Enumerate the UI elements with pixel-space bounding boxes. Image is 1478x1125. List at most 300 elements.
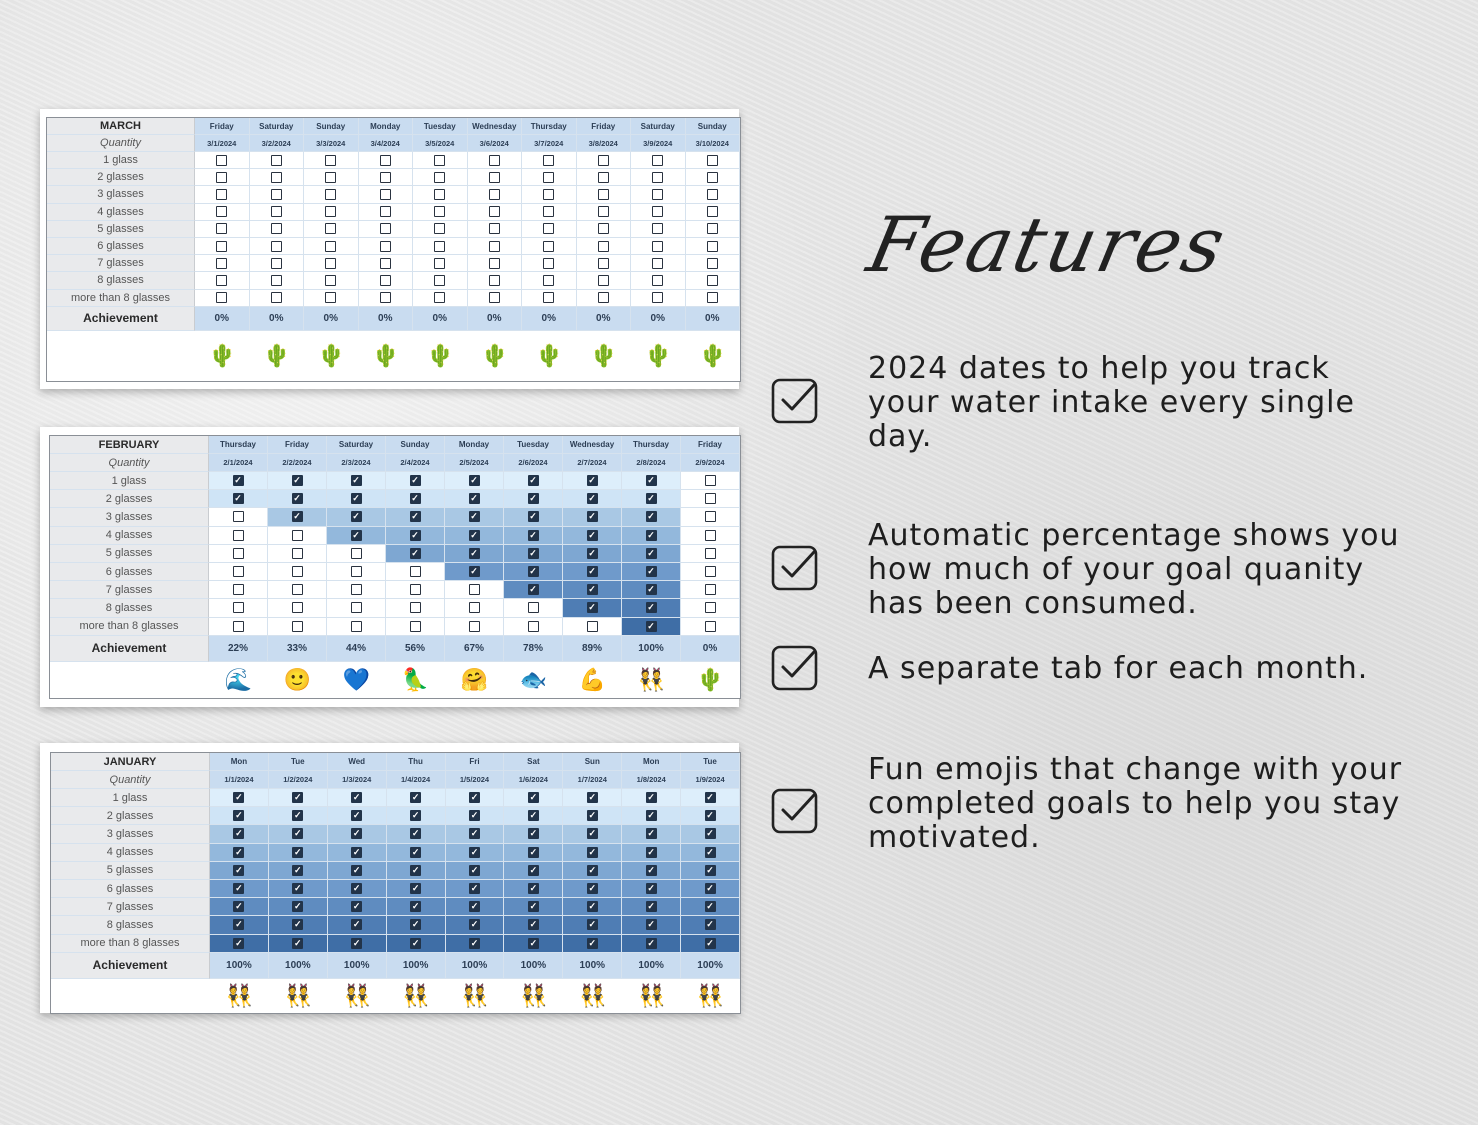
glass-checkbox[interactable] <box>233 475 244 486</box>
glass-checkbox[interactable] <box>351 901 362 912</box>
glass-checkbox[interactable] <box>351 602 362 613</box>
glass-checkbox[interactable] <box>469 865 480 876</box>
glass-checkbox[interactable] <box>705 548 716 559</box>
glass-checkbox[interactable] <box>705 566 716 577</box>
glass-checkbox[interactable] <box>233 919 244 930</box>
glass-checkbox[interactable] <box>434 258 445 269</box>
glass-checkbox[interactable] <box>707 189 718 200</box>
glass-checkbox[interactable] <box>489 172 500 183</box>
emoji-cell <box>209 662 268 698</box>
glass-checkbox[interactable] <box>646 475 657 486</box>
glass-checkbox[interactable] <box>233 493 244 504</box>
glass-checkbox[interactable] <box>292 919 303 930</box>
glass-cell <box>468 186 523 203</box>
glass-checkbox[interactable] <box>598 292 609 303</box>
glass-checkbox[interactable] <box>705 530 716 541</box>
glass-checkbox[interactable] <box>271 155 282 166</box>
glass-checkbox[interactable] <box>528 493 539 504</box>
glass-checkbox[interactable] <box>434 275 445 286</box>
glass-checkbox[interactable] <box>233 511 244 522</box>
glass-checkbox[interactable] <box>351 548 362 559</box>
glass-checkbox[interactable] <box>292 566 303 577</box>
glass-checkbox[interactable] <box>652 275 663 286</box>
glass-checkbox[interactable] <box>434 172 445 183</box>
glass-checkbox[interactable] <box>707 155 718 166</box>
glass-checkbox[interactable] <box>325 292 336 303</box>
glass-checkbox[interactable] <box>543 172 554 183</box>
glass-checkbox[interactable] <box>216 258 227 269</box>
glass-checkbox[interactable] <box>380 292 391 303</box>
glass-checkbox[interactable] <box>271 292 282 303</box>
glass-checkbox[interactable] <box>489 241 500 252</box>
glass-checkbox[interactable] <box>543 292 554 303</box>
glass-cell <box>328 844 387 862</box>
glass-checkbox[interactable] <box>587 883 598 894</box>
glass-checkbox[interactable] <box>410 810 421 821</box>
glass-checkbox[interactable] <box>233 566 244 577</box>
glass-cell <box>445 581 504 599</box>
glass-cell <box>327 508 386 526</box>
glass-checkbox[interactable] <box>233 901 244 912</box>
month-label: JANUARY <box>51 753 210 771</box>
glass-checkbox[interactable] <box>707 241 718 252</box>
glass-row-label: 6 glasses <box>50 563 209 581</box>
glass-checkbox[interactable] <box>489 258 500 269</box>
glass-checkbox[interactable] <box>292 865 303 876</box>
glass-checkbox[interactable] <box>292 810 303 821</box>
glass-checkbox[interactable] <box>233 865 244 876</box>
glass-checkbox[interactable] <box>469 566 480 577</box>
glass-checkbox[interactable] <box>646 919 657 930</box>
glass-checkbox[interactable] <box>489 189 500 200</box>
day-header: Friday <box>577 118 632 135</box>
glass-checkbox[interactable] <box>646 584 657 595</box>
glass-cell <box>327 599 386 617</box>
glass-checkbox[interactable] <box>528 584 539 595</box>
glass-checkbox[interactable] <box>292 883 303 894</box>
glass-checkbox[interactable] <box>469 847 480 858</box>
motivation-emoji-icon: 👯 <box>637 982 666 1008</box>
glass-checkbox[interactable] <box>528 548 539 559</box>
emoji-cell <box>631 331 686 381</box>
glass-checkbox[interactable] <box>587 566 598 577</box>
glass-cell <box>681 807 740 825</box>
glass-cell <box>328 807 387 825</box>
glass-checkbox[interactable] <box>543 206 554 217</box>
glass-checkbox[interactable] <box>598 241 609 252</box>
glass-checkbox[interactable] <box>705 621 716 632</box>
glass-cell <box>522 221 577 238</box>
glass-checkbox[interactable] <box>410 792 421 803</box>
glass-checkbox[interactable] <box>598 155 609 166</box>
glass-checkbox[interactable] <box>646 548 657 559</box>
glass-checkbox[interactable] <box>707 275 718 286</box>
glass-checkbox[interactable] <box>410 828 421 839</box>
glass-checkbox[interactable] <box>707 223 718 234</box>
glass-checkbox[interactable] <box>292 511 303 522</box>
glass-checkbox[interactable] <box>380 275 391 286</box>
glass-checkbox[interactable] <box>233 938 244 949</box>
glass-checkbox[interactable] <box>528 475 539 486</box>
glass-checkbox[interactable] <box>598 275 609 286</box>
glass-checkbox[interactable] <box>351 566 362 577</box>
glass-row-label: 4 glasses <box>50 527 209 545</box>
day-header: Saturday <box>327 436 386 454</box>
glass-checkbox[interactable] <box>598 223 609 234</box>
glass-checkbox[interactable] <box>469 792 480 803</box>
glass-checkbox[interactable] <box>351 792 362 803</box>
glass-checkbox[interactable] <box>587 584 598 595</box>
glass-checkbox[interactable] <box>705 901 716 912</box>
glass-cell <box>195 169 250 186</box>
glass-checkbox[interactable] <box>351 511 362 522</box>
emoji-cell <box>563 979 622 1013</box>
glass-checkbox[interactable] <box>292 847 303 858</box>
glass-checkbox[interactable] <box>292 602 303 613</box>
glass-checkbox[interactable] <box>646 511 657 522</box>
glass-checkbox[interactable] <box>489 292 500 303</box>
glass-checkbox[interactable] <box>587 621 598 632</box>
glass-checkbox[interactable] <box>216 275 227 286</box>
glass-checkbox[interactable] <box>528 792 539 803</box>
glass-checkbox[interactable] <box>233 621 244 632</box>
glass-cell <box>413 238 468 255</box>
glass-checkbox[interactable] <box>325 206 336 217</box>
glass-checkbox[interactable] <box>652 223 663 234</box>
glass-checkbox[interactable] <box>410 530 421 541</box>
glass-checkbox[interactable] <box>351 810 362 821</box>
glass-checkbox[interactable] <box>410 475 421 486</box>
glass-checkbox[interactable] <box>325 241 336 252</box>
day-header: Mon <box>210 753 269 771</box>
motivation-emoji-icon: 🌵 <box>535 342 563 368</box>
glass-checkbox[interactable] <box>380 241 391 252</box>
glass-checkbox[interactable] <box>292 621 303 632</box>
glass-checkbox[interactable] <box>351 621 362 632</box>
glass-checkbox[interactable] <box>705 828 716 839</box>
glass-checkbox[interactable] <box>528 883 539 894</box>
glass-checkbox[interactable] <box>469 602 480 613</box>
glass-checkbox[interactable] <box>410 602 421 613</box>
glass-checkbox[interactable] <box>380 172 391 183</box>
glass-checkbox[interactable] <box>587 810 598 821</box>
glass-checkbox[interactable] <box>233 602 244 613</box>
glass-checkbox[interactable] <box>646 828 657 839</box>
glass-checkbox[interactable] <box>271 241 282 252</box>
glass-checkbox[interactable] <box>380 206 391 217</box>
glass-checkbox[interactable] <box>528 566 539 577</box>
glass-cell <box>686 255 741 272</box>
glass-checkbox[interactable] <box>587 530 598 541</box>
glass-checkbox[interactable] <box>646 938 657 949</box>
glass-checkbox[interactable] <box>469 475 480 486</box>
glass-checkbox[interactable] <box>469 828 480 839</box>
glass-checkbox[interactable] <box>292 938 303 949</box>
glass-checkbox[interactable] <box>233 883 244 894</box>
glass-checkbox[interactable] <box>587 548 598 559</box>
glass-checkbox[interactable] <box>351 919 362 930</box>
glass-checkbox[interactable] <box>587 475 598 486</box>
glass-checkbox[interactable] <box>528 901 539 912</box>
glass-checkbox[interactable] <box>271 258 282 269</box>
glass-checkbox[interactable] <box>271 172 282 183</box>
glass-row-label: 1 glass <box>50 472 209 490</box>
glass-cell <box>622 862 681 880</box>
glass-checkbox[interactable] <box>528 828 539 839</box>
glass-checkbox[interactable] <box>434 155 445 166</box>
glass-checkbox[interactable] <box>705 810 716 821</box>
glass-checkbox[interactable] <box>528 938 539 949</box>
glass-checkbox[interactable] <box>216 206 227 217</box>
glass-checkbox[interactable] <box>216 172 227 183</box>
glass-checkbox[interactable] <box>705 919 716 930</box>
glass-checkbox[interactable] <box>325 172 336 183</box>
glass-checkbox[interactable] <box>705 475 716 486</box>
glass-checkbox[interactable] <box>434 241 445 252</box>
glass-checkbox[interactable] <box>233 584 244 595</box>
glass-checkbox[interactable] <box>652 189 663 200</box>
glass-checkbox[interactable] <box>707 292 718 303</box>
glass-checkbox[interactable] <box>292 828 303 839</box>
glass-checkbox[interactable] <box>489 155 500 166</box>
glass-checkbox[interactable] <box>271 275 282 286</box>
glass-checkbox[interactable] <box>652 241 663 252</box>
glass-checkbox[interactable] <box>351 493 362 504</box>
glass-cell <box>413 221 468 238</box>
glass-checkbox[interactable] <box>325 155 336 166</box>
glass-checkbox[interactable] <box>380 258 391 269</box>
glass-checkbox[interactable] <box>543 189 554 200</box>
glass-checkbox[interactable] <box>469 493 480 504</box>
glass-checkbox[interactable] <box>351 938 362 949</box>
glass-checkbox[interactable] <box>646 847 657 858</box>
glass-cell <box>686 221 741 238</box>
glass-checkbox[interactable] <box>587 901 598 912</box>
glass-checkbox[interactable] <box>351 828 362 839</box>
glass-checkbox[interactable] <box>410 919 421 930</box>
glass-checkbox[interactable] <box>598 206 609 217</box>
glass-checkbox[interactable] <box>351 865 362 876</box>
glass-cell <box>250 169 305 186</box>
glass-checkbox[interactable] <box>233 847 244 858</box>
glass-checkbox[interactable] <box>528 602 539 613</box>
glass-checkbox[interactable] <box>587 938 598 949</box>
glass-checkbox[interactable] <box>233 810 244 821</box>
glass-checkbox[interactable] <box>434 189 445 200</box>
glass-checkbox[interactable] <box>598 258 609 269</box>
glass-checkbox[interactable] <box>292 475 303 486</box>
glass-checkbox[interactable] <box>469 901 480 912</box>
glass-checkbox[interactable] <box>292 792 303 803</box>
glass-cell <box>328 916 387 934</box>
day-header: Saturday <box>631 118 686 135</box>
emoji-cell <box>413 331 468 381</box>
glass-cell <box>268 563 327 581</box>
glass-checkbox[interactable] <box>646 810 657 821</box>
glass-checkbox[interactable] <box>469 511 480 522</box>
glass-checkbox[interactable] <box>705 865 716 876</box>
glass-cell <box>445 490 504 508</box>
glass-checkbox[interactable] <box>351 883 362 894</box>
glass-checkbox[interactable] <box>380 155 391 166</box>
glass-checkbox[interactable] <box>410 621 421 632</box>
glass-checkbox[interactable] <box>652 155 663 166</box>
glass-checkbox[interactable] <box>410 493 421 504</box>
glass-checkbox[interactable] <box>410 566 421 577</box>
glass-checkbox[interactable] <box>528 810 539 821</box>
glass-checkbox[interactable] <box>705 847 716 858</box>
glass-checkbox[interactable] <box>216 223 227 234</box>
achievement-value: 44% <box>327 636 386 662</box>
glass-checkbox[interactable] <box>652 292 663 303</box>
glass-checkbox[interactable] <box>216 189 227 200</box>
glass-checkbox[interactable] <box>528 621 539 632</box>
glass-cell <box>413 290 468 307</box>
glass-checkbox[interactable] <box>528 511 539 522</box>
glass-checkbox[interactable] <box>292 548 303 559</box>
glass-checkbox[interactable] <box>469 883 480 894</box>
glass-checkbox[interactable] <box>351 847 362 858</box>
glass-checkbox[interactable] <box>271 206 282 217</box>
glass-checkbox[interactable] <box>652 172 663 183</box>
glass-checkbox[interactable] <box>410 865 421 876</box>
glass-checkbox[interactable] <box>292 901 303 912</box>
glass-checkbox[interactable] <box>216 292 227 303</box>
glass-checkbox[interactable] <box>587 919 598 930</box>
glass-checkbox[interactable] <box>587 865 598 876</box>
glass-checkbox[interactable] <box>233 828 244 839</box>
glass-checkbox[interactable] <box>469 919 480 930</box>
glass-checkbox[interactable] <box>410 548 421 559</box>
glass-checkbox[interactable] <box>598 172 609 183</box>
glass-checkbox[interactable] <box>410 511 421 522</box>
glass-checkbox[interactable] <box>292 584 303 595</box>
glass-checkbox[interactable] <box>646 621 657 632</box>
glass-checkbox[interactable] <box>489 206 500 217</box>
glass-checkbox[interactable] <box>587 493 598 504</box>
glass-checkbox[interactable] <box>216 155 227 166</box>
glass-checkbox[interactable] <box>646 530 657 541</box>
glass-checkbox[interactable] <box>528 919 539 930</box>
glass-checkbox[interactable] <box>646 865 657 876</box>
glass-checkbox[interactable] <box>216 241 227 252</box>
glass-checkbox[interactable] <box>271 223 282 234</box>
glass-checkbox[interactable] <box>587 511 598 522</box>
glass-checkbox[interactable] <box>410 847 421 858</box>
glass-cell <box>468 238 523 255</box>
glass-checkbox[interactable] <box>707 258 718 269</box>
glass-checkbox[interactable] <box>292 530 303 541</box>
glass-checkbox[interactable] <box>705 584 716 595</box>
glass-checkbox[interactable] <box>705 493 716 504</box>
glass-checkbox[interactable] <box>705 602 716 613</box>
glass-checkbox[interactable] <box>410 901 421 912</box>
glass-checkbox[interactable] <box>646 602 657 613</box>
glass-cell <box>327 472 386 490</box>
glass-checkbox[interactable] <box>469 621 480 632</box>
glass-checkbox[interactable] <box>351 475 362 486</box>
day-header: Tuesday <box>504 436 563 454</box>
day-header: Sat <box>504 753 563 771</box>
january-table <box>50 752 741 1014</box>
glass-row-label: more than 8 glasses <box>47 290 195 307</box>
glass-checkbox[interactable] <box>380 223 391 234</box>
glass-checkbox[interactable] <box>434 292 445 303</box>
glass-cell <box>446 862 505 880</box>
glass-checkbox[interactable] <box>325 189 336 200</box>
glass-checkbox[interactable] <box>707 172 718 183</box>
glass-cell <box>681 490 740 508</box>
glass-checkbox[interactable] <box>646 901 657 912</box>
glass-checkbox[interactable] <box>489 223 500 234</box>
glass-checkbox[interactable] <box>598 189 609 200</box>
glass-checkbox[interactable] <box>543 275 554 286</box>
glass-checkbox[interactable] <box>587 602 598 613</box>
glass-checkbox[interactable] <box>325 223 336 234</box>
glass-checkbox[interactable] <box>587 828 598 839</box>
glass-checkbox[interactable] <box>705 938 716 949</box>
glass-checkbox[interactable] <box>469 938 480 949</box>
glass-checkbox[interactable] <box>543 223 554 234</box>
glass-checkbox[interactable] <box>587 792 598 803</box>
glass-checkbox[interactable] <box>233 548 244 559</box>
glass-checkbox[interactable] <box>587 847 598 858</box>
glass-checkbox[interactable] <box>325 258 336 269</box>
achievement-label: Achievement <box>47 307 195 331</box>
glass-checkbox[interactable] <box>646 493 657 504</box>
glass-cell <box>304 204 359 221</box>
glass-cell <box>622 880 681 898</box>
glass-checkbox[interactable] <box>410 883 421 894</box>
glass-checkbox[interactable] <box>646 883 657 894</box>
glass-checkbox[interactable] <box>528 530 539 541</box>
glass-checkbox[interactable] <box>543 241 554 252</box>
glass-checkbox[interactable] <box>410 938 421 949</box>
glass-checkbox[interactable] <box>705 883 716 894</box>
glass-checkbox[interactable] <box>489 275 500 286</box>
glass-checkbox[interactable] <box>292 493 303 504</box>
glass-checkbox[interactable] <box>528 847 539 858</box>
glass-checkbox[interactable] <box>707 206 718 217</box>
glass-checkbox[interactable] <box>705 511 716 522</box>
glass-checkbox[interactable] <box>469 810 480 821</box>
glass-checkbox[interactable] <box>233 792 244 803</box>
glass-checkbox[interactable] <box>469 548 480 559</box>
glass-checkbox[interactable] <box>652 206 663 217</box>
glass-cell <box>387 935 446 953</box>
glass-checkbox[interactable] <box>434 223 445 234</box>
glass-checkbox[interactable] <box>543 258 554 269</box>
motivation-emoji-icon: 🌵 <box>481 342 509 368</box>
glass-checkbox[interactable] <box>233 530 244 541</box>
glass-checkbox[interactable] <box>351 584 362 595</box>
glass-checkbox[interactable] <box>325 275 336 286</box>
glass-checkbox[interactable] <box>705 792 716 803</box>
glass-checkbox[interactable] <box>528 865 539 876</box>
glass-checkbox[interactable] <box>271 189 282 200</box>
glass-checkbox[interactable] <box>646 792 657 803</box>
glass-checkbox[interactable] <box>434 206 445 217</box>
glass-checkbox[interactable] <box>410 584 421 595</box>
glass-checkbox[interactable] <box>646 566 657 577</box>
glass-checkbox[interactable] <box>380 189 391 200</box>
glass-checkbox[interactable] <box>652 258 663 269</box>
glass-checkbox[interactable] <box>351 530 362 541</box>
glass-checkbox[interactable] <box>543 155 554 166</box>
glass-checkbox[interactable] <box>469 584 480 595</box>
feature-text-dates: 2024 dates to help you track your water intake every single day. <box>868 351 1355 454</box>
glass-checkbox[interactable] <box>469 530 480 541</box>
